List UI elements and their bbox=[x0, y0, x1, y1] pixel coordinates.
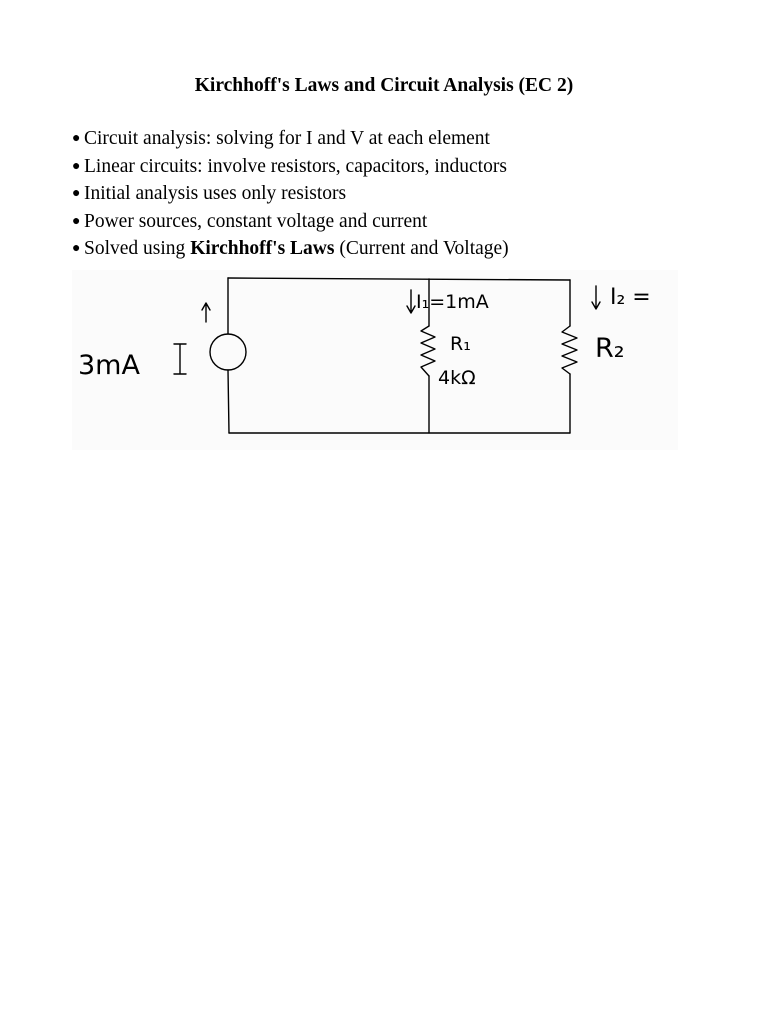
bullet-text: Initial analysis uses only resistors bbox=[84, 183, 347, 204]
i2-arrow-icon bbox=[592, 286, 600, 309]
bullet-text-bold: Kirchhoff's Laws bbox=[190, 238, 335, 259]
bullet-text: Linear circuits: involve resistors, capacitors, inductors bbox=[84, 155, 507, 177]
bullet-text: Power sources, constant voltage and current bbox=[84, 210, 428, 232]
bullet-item bbox=[72, 153, 509, 181]
current-source-icon bbox=[210, 334, 246, 370]
bullet-list bbox=[72, 125, 509, 263]
bullet-item bbox=[72, 208, 509, 236]
bullet-text: Circuit analysis: solving for I and V at each element bbox=[84, 128, 490, 149]
r2-label: R₂ bbox=[595, 333, 625, 364]
bullet-icon: ● bbox=[72, 131, 81, 146]
source-i-symbol bbox=[174, 344, 186, 374]
bullet-item bbox=[72, 125, 509, 153]
bullet-item bbox=[72, 235, 509, 263]
i1-arrow-icon bbox=[407, 290, 415, 313]
bullet-icon: ● bbox=[72, 158, 81, 174]
bullet-icon: ● bbox=[72, 213, 81, 229]
circuit-diagram bbox=[72, 270, 678, 450]
i2-label: I₂ = bbox=[610, 285, 651, 310]
bullet-icon: ● bbox=[72, 186, 81, 201]
r1-value: 4kΩ bbox=[438, 367, 476, 389]
r1-resistor bbox=[421, 326, 435, 376]
r2-resistor bbox=[562, 326, 577, 374]
bullet-text-suffix: (Current and Voltage) bbox=[334, 238, 509, 259]
top-wire bbox=[228, 278, 570, 280]
source-wire bbox=[228, 278, 229, 433]
source-value-label: 3mA bbox=[78, 350, 140, 381]
page-title: Kirchhoff's Laws and Circuit Analysis (EC 2) bbox=[194, 75, 574, 96]
bullet-text-prefix: Solved using bbox=[84, 238, 191, 259]
bullet-icon: ● bbox=[72, 241, 81, 256]
r1-label: R₁ bbox=[450, 333, 471, 355]
source-arrow-icon bbox=[202, 303, 210, 322]
i1-label: I₁=1mA bbox=[416, 291, 489, 313]
bullet-item bbox=[72, 180, 509, 208]
